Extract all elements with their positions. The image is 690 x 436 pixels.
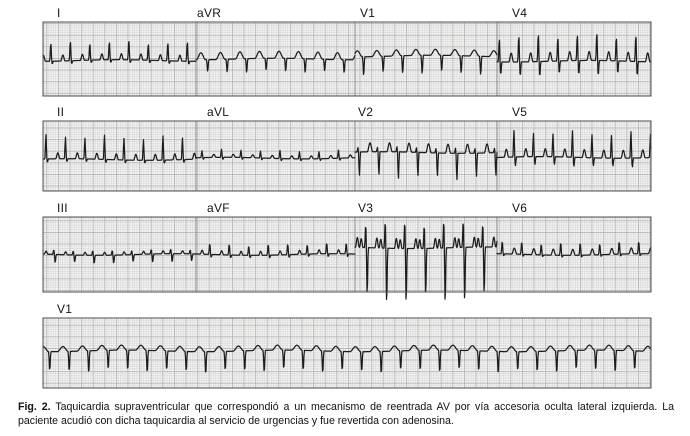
lead-label-II: II	[57, 105, 65, 119]
lead-label-aVL: aVL	[207, 105, 230, 119]
lead-label-V3: V3	[358, 201, 374, 215]
lead-label-III: III	[57, 201, 68, 215]
lead-label-I: I	[57, 6, 61, 20]
lead-label-V4: V4	[512, 6, 528, 20]
caption-text: Taquicardia supraventricular que correspondió a un mecanismo de reentrada AV por vía accesoria oculta lateral izquierda. La paciente acudió con dicha taquicardia al servicio de urgencias y fue revertida con adenosina.	[18, 401, 674, 427]
lead-label-aVR: aVR	[197, 6, 222, 20]
ecg-strip-grid	[43, 121, 651, 191]
lead-label-aVF: aVF	[207, 201, 230, 215]
figure-caption	[18, 401, 674, 429]
rhythm-lead-label-V1: V1	[57, 302, 73, 316]
lead-label-V1: V1	[360, 6, 376, 20]
caption-label: Fig. 2.	[18, 401, 51, 413]
lead-label-V2: V2	[358, 105, 374, 119]
lead-label-V5: V5	[512, 105, 528, 119]
ecg-strip-grid	[43, 318, 651, 388]
ecg-strip-grid	[43, 22, 651, 96]
lead-label-V6: V6	[512, 201, 528, 215]
